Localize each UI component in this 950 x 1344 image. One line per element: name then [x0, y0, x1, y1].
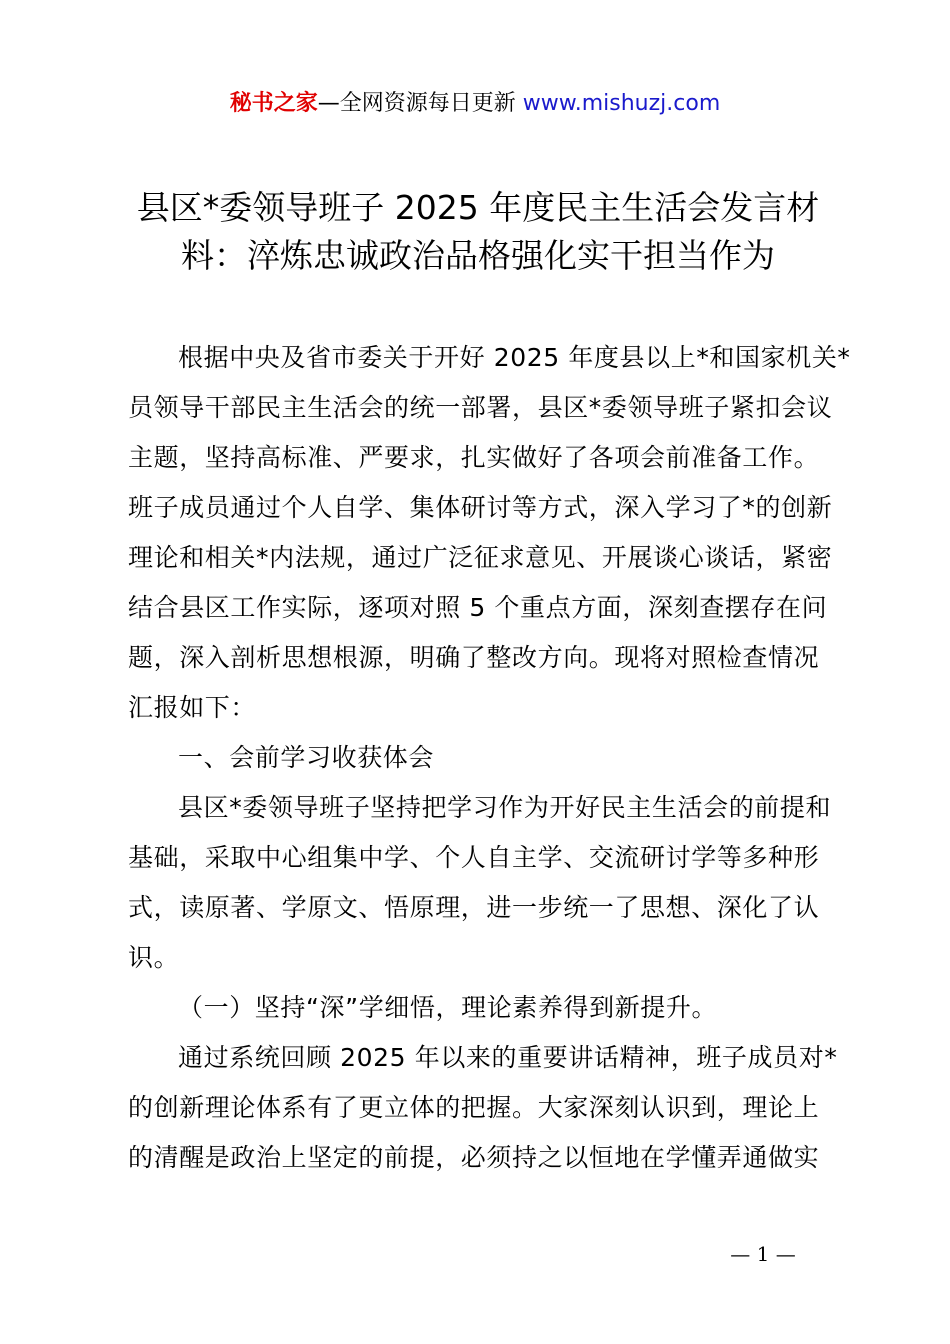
brand-name: 秘书之家 [229, 91, 318, 116]
body-line: 汇报如下： [128, 693, 257, 722]
subsection-heading: （一）坚持“深”学细悟，理论素养得到新提升。 [178, 993, 718, 1022]
header-tagline: —全网资源每日更新 [317, 91, 523, 116]
body-line: 员领导干部民主生活会的统一部署，县区*委领导班子紧扣会议 [128, 393, 833, 422]
body-line: 根据中央及省市委关于开好 2025 年度县以上*和国家机关* [178, 343, 851, 372]
document-body [128, 333, 851, 1183]
title-line-1: 县区*委领导班子 2025 年度民主生活会发言材 [136, 188, 820, 227]
title-line-2: 料：淬炼忠诚政治品格强化实干担当作为 [181, 236, 775, 275]
body-line: 理论和相关*内法规，通过广泛征求意见、开展谈心谈话，紧密 [128, 543, 833, 572]
document-title [118, 184, 838, 280]
page-number: — 1 — [730, 1242, 796, 1266]
body-line: 基础，采取中心组集中学、个人自主学、交流研讨学等多种形 [128, 843, 820, 872]
body-line: 式，读原著、学原文、悟原理，进一步统一了思想、深化了认 [128, 893, 820, 922]
site-header [0, 88, 950, 120]
body-line: 识。 [128, 943, 180, 972]
body-line: 县区*委领导班子坚持把学习作为开好民主生活会的前提和 [178, 793, 832, 822]
body-line: 主题，坚持高标准、严要求，扎实做好了各项会前准备工作。 [128, 443, 820, 472]
section-heading: 一、会前学习收获体会 [178, 743, 435, 772]
body-line: 的清醒是政治上坚定的前提，必须持之以恒地在学懂弄通做实 [128, 1143, 820, 1172]
body-line: 的创新理论体系有了更立体的把握。大家深刻认识到，理论上 [128, 1093, 820, 1122]
site-url[interactable]: www.mishuzj.com [522, 91, 721, 116]
body-line: 题，深入剖析思想根源，明确了整改方向。现将对照检查情况 [128, 643, 820, 672]
body-line: 班子成员通过个人自学、集体研讨等方式，深入学习了*的创新 [128, 493, 833, 522]
body-line: 结合县区工作实际，逐项对照 5 个重点方面，深刻查摆存在问 [128, 593, 828, 622]
body-line: 通过系统回顾 2025 年以来的重要讲话精神，班子成员对* [178, 1043, 838, 1072]
